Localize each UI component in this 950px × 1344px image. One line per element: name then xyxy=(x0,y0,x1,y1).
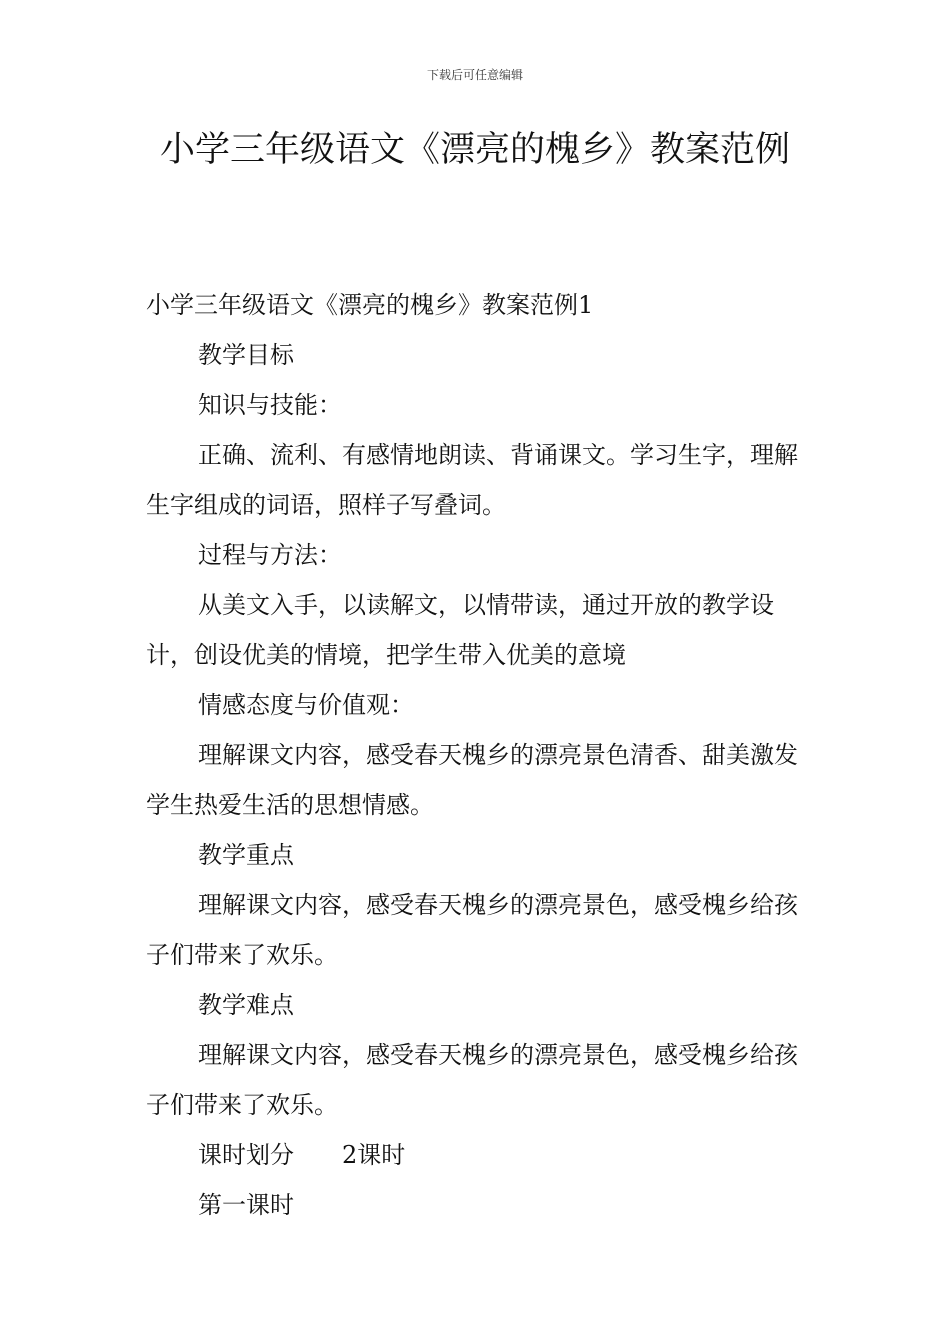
paragraph-knowledge-skills: 知识与技能： xyxy=(198,391,342,419)
paragraph-difficult-points: 教学难点 xyxy=(198,991,294,1019)
paragraph-emotion-values: 情感态度与价值观： xyxy=(198,691,414,719)
lesson-hours-value: 2课时 xyxy=(342,1141,406,1169)
header-note: 下载后可任意编辑 xyxy=(426,68,523,82)
section-heading: 小学三年级语文《漂亮的槐乡》教案范例1 xyxy=(146,291,594,319)
paragraph-teaching-goals: 教学目标 xyxy=(198,341,294,369)
paragraph-key-points-body: 理解课文内容，感受春天槐乡的漂亮景色，感受槐乡给孩子们带来了欢乐。 xyxy=(146,891,798,969)
lesson-hours-label: 课时划分 xyxy=(198,1141,294,1169)
paragraph-process-method: 过程与方法： xyxy=(198,541,342,569)
paragraph-key-points: 教学重点 xyxy=(198,841,294,869)
paragraph-lesson-hours xyxy=(146,1130,810,1180)
paragraph-first-lesson: 第一课时 xyxy=(198,1191,294,1219)
document-title: 小学三年级语文《漂亮的槐乡》教案范例 xyxy=(159,130,790,170)
paragraph-emotion-values-body: 理解课文内容，感受春天槐乡的漂亮景色清香、甜美激发学生热爱生活的思想情感。 xyxy=(146,741,798,819)
paragraph-difficult-points-body: 理解课文内容，感受春天槐乡的漂亮景色，感受槐乡给孩子们带来了欢乐。 xyxy=(146,1041,798,1119)
paragraph-process-method-body: 从美文入手，以读解文，以情带读，通过开放的教学设计，创设优美的情境，把学生带入优美的意境 xyxy=(146,591,774,669)
document-body xyxy=(146,280,810,1230)
paragraph-knowledge-skills-body: 正确、流利、有感情地朗读、背诵课文。学习生字，理解生字组成的词语，照样子写叠词。 xyxy=(146,441,798,519)
